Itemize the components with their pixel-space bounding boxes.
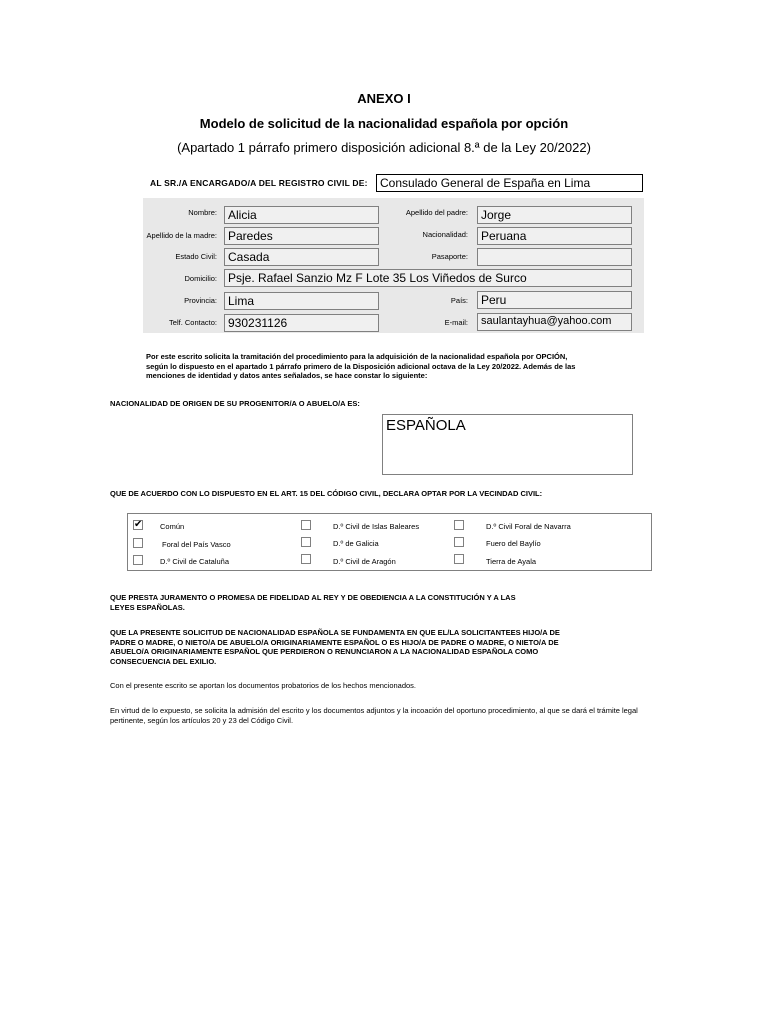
intro-line: Por este escrito solicita la tramitación del procedimiento para la adquisición de la nacionalidad española por OPCIÓN, <box>146 352 568 361</box>
apellido-madre-field[interactable]: Paredes <box>224 227 379 245</box>
oath-line: QUE PRESTA JURAMENTO O PROMESA DE FIDELIDAD AL REY Y DE OBEDIENCIA A LA CONSTITUCIÓN Y A LAS <box>110 593 516 602</box>
estado-civil-field[interactable]: Casada <box>224 248 379 266</box>
domicilio-label: Domicilio: <box>184 274 217 283</box>
checkbox-navarra[interactable] <box>454 520 464 530</box>
checkbox-baleares[interactable] <box>301 520 311 530</box>
origin-label: NACIONALIDAD DE ORIGEN DE SU PROGENITOR/A O ABUELO/A ES: <box>110 399 360 408</box>
foundation-line: PADRE O MADRE, O NIETO/A DE ABUELO/A ORIGINARIAMENTE ESPAÑOL O ES HIJO/A DE PADRE O MADRE, O NIETO/A DE <box>110 637 559 647</box>
option-label: D.º Civil Foral de Navarra <box>486 522 571 531</box>
checkbox-baylio[interactable] <box>454 537 464 547</box>
registry-field[interactable]: Consulado General de España en Lima <box>376 174 643 192</box>
checkbox-comun[interactable] <box>133 520 143 530</box>
checkbox-pais-vasco[interactable] <box>133 538 143 548</box>
intro-line: menciones de identidad y datos antes señalados, se hace constar lo siguiente: <box>146 371 428 380</box>
foundation-line: ABUELO/A ORIGINARIAMENTE ESPAÑOL QUE PERDIERON O RENUNCIARON A LA NACIONALIDAD ESPAÑOLA COMO <box>110 647 539 656</box>
option-label: Tierra de Ayala <box>486 557 537 566</box>
option-label: Común <box>160 522 185 531</box>
check-mark-icon: ✔ <box>134 519 143 530</box>
apellido-padre-label: Apellido del padre: <box>405 208 468 217</box>
checkbox-aragon[interactable] <box>301 554 311 564</box>
closing-paragraph <box>110 706 670 726</box>
documents-text: Con el presente escrito se aportan los documentos probatorios de los hechos mencionados. <box>110 681 417 690</box>
option-label: D.º de Galicia <box>333 539 379 548</box>
document-title: Modelo de solicitud de la nacionalidad española por opción <box>199 116 569 131</box>
checkbox-cataluna[interactable] <box>133 555 143 565</box>
closing-line: pertinente, según los artículos 20 y 23 del Código Civil. <box>110 716 294 725</box>
option-label: D.º Civil de Aragón <box>333 557 396 566</box>
option-label: D.º Civil de Islas Baleares <box>333 522 420 531</box>
nombre-label: Nombre: <box>188 208 217 217</box>
vecindad-label: QUE DE ACUERDO CON LO DISPUESTO EN EL ART. 15 DEL CÓDIGO CIVIL, DECLARA OPTAR POR LA VECINDAD CIVIL: <box>110 489 543 498</box>
pais-field[interactable]: Peru <box>477 291 632 309</box>
pasaporte-label: Pasaporte: <box>431 252 468 261</box>
intro-line: según lo dispuesto en el apartado 1 párrafo primero de la Disposición adicional octava de la Ley 20/2022. Además de las <box>146 361 576 371</box>
telefono-field[interactable]: 930231126 <box>224 314 379 332</box>
annex-heading: ANEXO I <box>357 91 411 106</box>
estado-civil-label: Estado Civil: <box>175 252 217 261</box>
provincia-field[interactable]: Lima <box>224 292 379 310</box>
pasaporte-field[interactable] <box>477 248 632 266</box>
oath-paragraph <box>110 593 640 612</box>
option-label: Fuero del Baylío <box>486 539 541 548</box>
email-label: E-mail: <box>444 318 468 327</box>
intro-paragraph <box>146 352 646 381</box>
foundation-line: CONSECUENCIA DEL EXILIO. <box>110 656 217 666</box>
foundation-paragraph <box>110 628 640 666</box>
telefono-label: Telf. Contacto: <box>169 318 217 327</box>
closing-line: En virtud de lo expuesto, se solicita la admisión del escrito y los documentos adjuntos y la incoación del oportuno procedimiento, al que se dará el trámite legal <box>110 706 638 715</box>
document-subtitle: (Apartado 1 párrafo primero disposición adicional 8.ª de la Ley 20/2022) <box>177 140 591 155</box>
origin-field[interactable]: ESPAÑOLA <box>382 414 633 475</box>
oath-line: LEYES ESPAÑOLAS. <box>110 602 185 612</box>
apellido-madre-label: Apellido de la madre: <box>146 231 217 240</box>
foundation-line: QUE LA PRESENTE SOLICITUD DE NACIONALIDAD ESPAÑOLA SE FUNDAMENTA EN QUE EL/LA SOLICITANTEES HIJO/A DE <box>110 628 560 637</box>
email-field[interactable]: saulantayhua@yahoo.com <box>477 313 632 331</box>
checkbox-ayala[interactable] <box>454 554 464 564</box>
addressee-label: AL SR./A ENCARGADO/A DEL REGISTRO CIVIL DE: <box>150 178 368 188</box>
nacionalidad-field[interactable]: Peruana <box>477 227 632 245</box>
nacionalidad-label: Nacionalidad: <box>422 230 468 239</box>
pais-label: País: <box>450 296 468 305</box>
checkbox-galicia[interactable] <box>301 537 311 547</box>
provincia-label: Provincia: <box>184 296 217 305</box>
option-label: D.º Civil de Cataluña <box>160 557 230 566</box>
nombre-field[interactable]: Alicia <box>224 206 379 224</box>
apellido-padre-field[interactable]: Jorge <box>477 206 632 224</box>
domicilio-field[interactable]: Psje. Rafael Sanzio Mz F Lote 35 Los Viñedos de Surco <box>224 269 632 287</box>
option-label: Foral del País Vasco <box>162 540 231 549</box>
